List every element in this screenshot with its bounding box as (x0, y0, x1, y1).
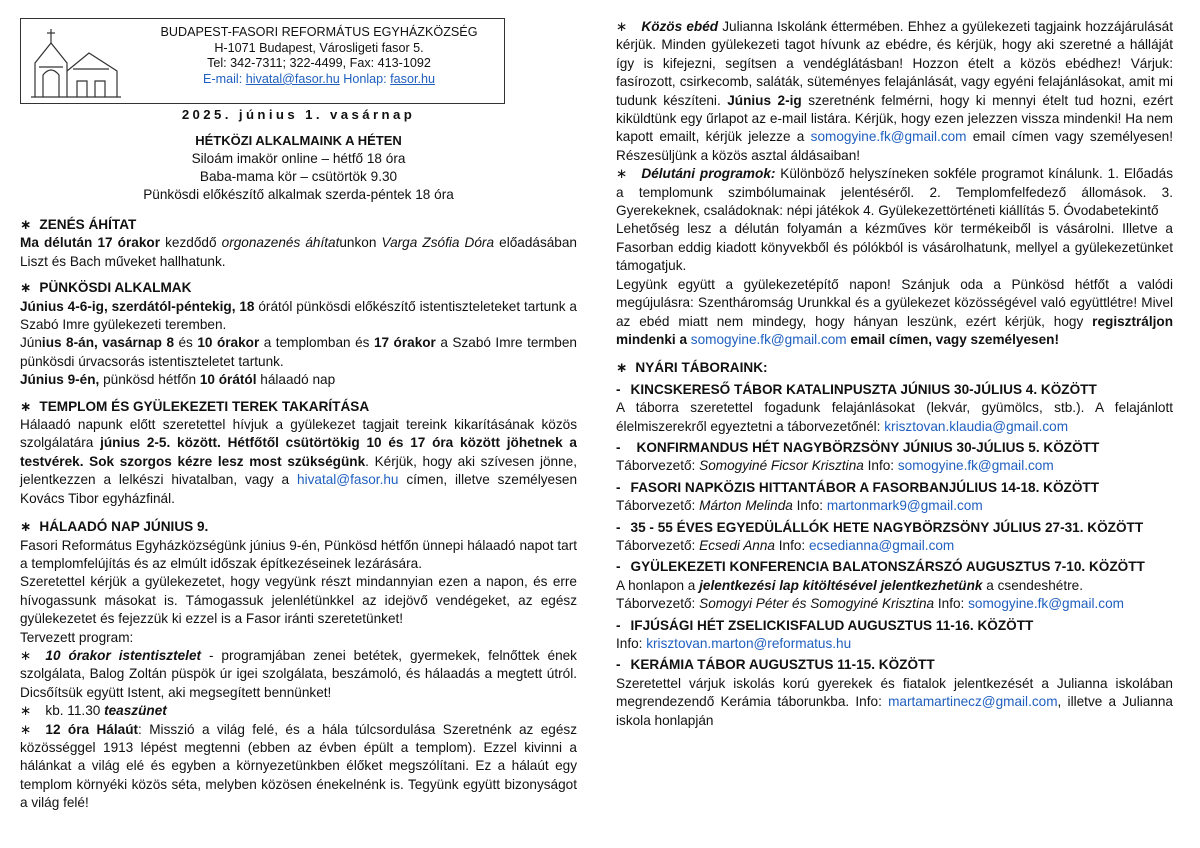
letterhead-text (139, 25, 499, 87)
weekly-line: Pünkösdi előkészítő alkalmak szerda-péntek 18 óra (143, 187, 454, 202)
bullet-icon: ∗ (20, 721, 32, 737)
program-item: ∗ Közös ebéd Julianna Iskolánk éttermében. Ehhez a gyülekezeti tagjaink hozzájárulását kérjük. Minden gyülekezeti tagot hívunk az ebédre, és kérjük, hogy aki szeretné a hálláját így is kifejezni, segítsen a vendéglátásban! Hozzon ételt a közös ebédhez! Várjuk: fasírozott, csirkecomb, saláták, süteményes felajánlását, vagy egyéni felajánlásokat, amit mi tudunk készíteni. Június 2-ig szeretnénk felmérni, hogy ki mennyi ételt tud hozni, ezért kiküldtünk egy űrlapot az e-mail listára. Kérjük, hogy ezen jelezzen vissza mindenki! Ha nem kapott emailt, kérjük jelezze a somogyine.fk@gmail.com email címen vagy személyesen! Részesüljünk a közös asztal áldásaiban! (616, 19, 1174, 163)
weekly-line: Baba-mama kör – csütörtök 9.30 (199, 169, 398, 184)
camp-info: A honlapon a jelentkezési lap kitöltésével jelentkezhetünk a csendeshétre. (616, 577, 1083, 593)
email-link[interactable]: krisztovan.marton@reformatus.hu (646, 636, 852, 651)
section-text: Szeretettel kérjük a gyülekezetet, hogy vegyünk részt mindannyian ezen a napon, és erre hívogassunk másokat is. Támogassuk jelenlétünkkel az idejövő vendégeket, az egész gyülekezetet és fejezzük ki ezzel is a Fasor iránti szeretetünket! (20, 574, 577, 627)
bullet-icon: ∗ (616, 360, 628, 376)
email-link[interactable]: somogyine.fk@gmail.com (897, 458, 1054, 474)
section-text: Lehetőség lesz a délután folyamán a kézműves kör termékeiből is vásárolni. Illetve a Fasorban eddig kiadott könyvekből és pólókból is vásárolhatunk, mellyel a gyülekezetünket támogatjuk. (616, 221, 1173, 274)
section-text: Hálaadó napunk előtt szeretettel hívjuk a gyülekezet tagjait tereink kikarításának közös szolgálatára június 2-5. között. Hétfőtől csütörtökig 10 és 17 óra között jöhetnek a testvérek. Sok szorgos kézre lesz most szükségünk. Kérjük, hogy aki szívesen jönne, jelentkezzen a lelkészi hivatalban, vagy a hivatal@fasor.hu címen, illetve személyesen Kovács Tibor egyházfinál. (20, 417, 578, 506)
org-contact (139, 72, 499, 88)
org-name: BUDAPEST-FASORI REFORMÁTUS EGYHÁZKÖZSÉG (160, 25, 478, 39)
section-text: Június 8-án, vasárnap 8 és 10 órakor a templomban és 17 órakor a Szabó Imre termben pünkösdi úrvacsorás istentiszteletet tartunk. (20, 335, 577, 369)
bullet-icon: ∗ (616, 166, 628, 182)
email-link[interactable]: somogyine.fk@gmail.com (690, 331, 847, 347)
camp-info: Táborvezető: Ecsedi Anna Info: ecsedianna@gmail.com (616, 537, 955, 553)
weekly-events (20, 132, 577, 204)
right-column (616, 18, 1173, 730)
camp-title: - FASORI NAPKÖZIS HITTANTÁBOR A FASORBANJÚLIUS 14-18. KÖZÖTT (616, 479, 1100, 495)
program-item: ∗ 12 óra Hálaút: Misszió a világ felé, és a hála túlcsordulása Szeretnénk az egész közösséggel 1913 lépést megtenni (ebben az évben épült a templom). Ezzel kivinni a hálánkat a világ elé és egyben a környezetünkben élőket megszólítani. Ez a hálaút egy templom környéki közös séta, melyben közösen énekelnénk is. Tegyünk együtt bizonyságot a világ felé! (20, 721, 577, 811)
section-title: ∗ NYÁRI TÁBORAINK: (616, 360, 768, 376)
camp-title: - GYÜLEKEZETI KONFERENCIA BALATONSZÁRSZÓ AUGUSZTUS 7-10. KÖZÖTT (616, 559, 1145, 575)
left-column (20, 210, 577, 813)
bullet-icon: ∗ (20, 703, 32, 719)
camp-title: - KINCSKERESŐ TÁBOR KATALINPUSZTA JÚNIUS 30-JÚLIUS 4. KÖZÖTT (616, 381, 1097, 397)
weekly-title: HÉTKÖZI ALKALMAINK A HÉTEN (195, 133, 402, 148)
camp-title: - 35 - 55 ÉVES EGYEDÜLÁLLÓK HETE NAGYBÖRZSÖNY JÚLIUS 27-31. KÖZÖTT (616, 519, 1144, 535)
email-link[interactable]: somogyine.fk@gmail.com (968, 596, 1124, 612)
section-title: ∗ PÜNKÖSDI ALKALMAK (20, 280, 192, 296)
section-text: Legyünk együtt a gyülekezetépítő napon! Szánjuk oda a Pünkösd hétfőt a valódi megújulásra: Szentháromság Urunkkal és a gyülekezet közösségével való együttlétre! Mivel az ebéd miatt nem mindegy, hogy hányan leszünk, ezért kérjük, hogy regisztráljon mindenki a somogyine.fk@gmail.com email címen, vagy személyesen! (616, 276, 1173, 347)
email-link[interactable]: hivatal@fasor.hu (297, 472, 399, 488)
web-label: Honlap: (339, 71, 391, 86)
bullet-icon: ∗ (20, 398, 32, 414)
camp-info: Szeretettel várjuk iskolás korú gyerekek és fiatalok jelentkezését a Julianna iskolában megrendezendő Kerámia táborunkba. Info: martamartinecz@gmail.com, illetve a Julianna iskola honlapján (616, 675, 1173, 728)
program-item: ∗ Délutáni programok: Különböző helyszíneken sokféle programot kínálunk. 1. Előadás a templomunk szimbólumainak jelentéséről. 2. Templomfelfedező állomások. 3. Gyerekeknek, családoknak: népi játékok 4. Gyülekezettörténeti kiállítás 5. Óvodabetekintő (616, 166, 1173, 219)
camp-info: Táborvezető: Márton Melinda Info: martonmark9@gmail.com (616, 498, 983, 514)
section-text: Ma délután 17 órakor kezdődő orgonazenés áhítatunkon Varga Zsófia Dóra előadásában Liszt és Bach műveket hallhatunk. (20, 235, 577, 269)
bullet-icon: ∗ (20, 217, 32, 232)
program-item: ∗ 10 órakor istentisztelet - programjában zenei betétek, gyermekek, felnőttek ének szolgálata, Balog Zoltán püspök úr igei szolgálata, beszámoló, és hálaadás a megtett útról. Dicsőítsük együtt Istent, aki megsegített bennünket! (20, 647, 577, 700)
section-title: ∗ HÁLAADÓ NAP JÚNIUS 9. (20, 519, 209, 535)
email-link[interactable]: somogyine.fk@gmail.com (810, 129, 967, 145)
camp-info: Info: krisztovan.marton@reformatus.hu (616, 636, 852, 651)
church-logo-icon (29, 23, 123, 99)
section-text: Tervezett program: (20, 629, 134, 645)
section-text: Június 9-én, pünkösd hétfőn 10 órától hálaadó nap (20, 372, 336, 388)
bullet-icon: ∗ (20, 519, 32, 535)
program-item: ∗ kb. 11.30 teaszünet (20, 703, 167, 719)
org-address: H-1071 Budapest, Városligeti fasor 5. (214, 40, 424, 55)
bulletin-date: 2025. június 1. vasárnap (181, 107, 416, 122)
camp-info: Táborvezető: Somogyi Péter és Somogyiné Krisztina Info: somogyine.fk@gmail.com (616, 596, 1124, 612)
website-link[interactable]: fasor.hu (390, 71, 435, 86)
bullet-icon: ∗ (20, 280, 32, 296)
email-label: E-mail: (203, 71, 246, 86)
section-text: Fasori Református Egyházközségünk június 9-én, Pünkösd hétfőn ünnepi hálaadó napot tart a templomfelújítás és az elmúlt időszak építkezéseinek lezárására. (20, 537, 577, 571)
org-phone: Tel: 342-7311; 322-4499, Fax: 413-1092 (207, 56, 431, 71)
letterhead (20, 18, 505, 104)
email-link[interactable]: ecsedianna@gmail.com (808, 537, 955, 553)
camp-title: - IFJÚSÁGI HÉT ZSELICKISFALUD AUGUSZTUS 11-16. KÖZÖTT (616, 617, 1034, 633)
email-link[interactable]: krisztovan.klaudia@gmail.com (884, 418, 1069, 434)
email-link[interactable]: martonmark9@gmail.com (826, 498, 983, 514)
camp-info: A táborra szeretettel fogadunk felajánlásokat (lekvár, gyümölcs, stb.). A felajánlott élelmiszerekről egyeztetni a táborvezetőnél: krisztovan.klaudia@gmail.com (616, 400, 1173, 434)
bullet-icon: ∗ (616, 19, 628, 34)
email-link[interactable]: hivatal@fasor.hu (245, 71, 340, 86)
section-title: ∗ TEMPLOM ÉS GYÜLEKEZETI TEREK TAKARÍTÁSA (20, 398, 370, 414)
camp-title: - KONFIRMANDUS HÉT NAGYBÖRZSÖNY JÚNIUS 30-JÚLIUS 5. KÖZÖTT (616, 439, 1100, 455)
email-link[interactable]: martamartinecz@gmail.com (888, 694, 1058, 710)
camp-title: - KERÁMIA TÁBOR AUGUSZTUS 11-15. KÖZÖTT (616, 657, 935, 673)
section-title: ∗ ZENÉS ÁHÍTAT (20, 217, 137, 232)
camp-info: Táborvezető: Somogyiné Ficsor Krisztina Info: somogyine.fk@gmail.com (616, 458, 1054, 474)
weekly-line: Siloám imakör online – hétfő 18 óra (191, 151, 406, 166)
section-text: Június 4-6-ig, szerdától-péntekig, 18 órától pünkösdi előkészítő istentiszteleteket tartunk a Szabó Imre gyülekezeti teremben. (20, 298, 577, 333)
bullet-icon: ∗ (20, 647, 32, 663)
